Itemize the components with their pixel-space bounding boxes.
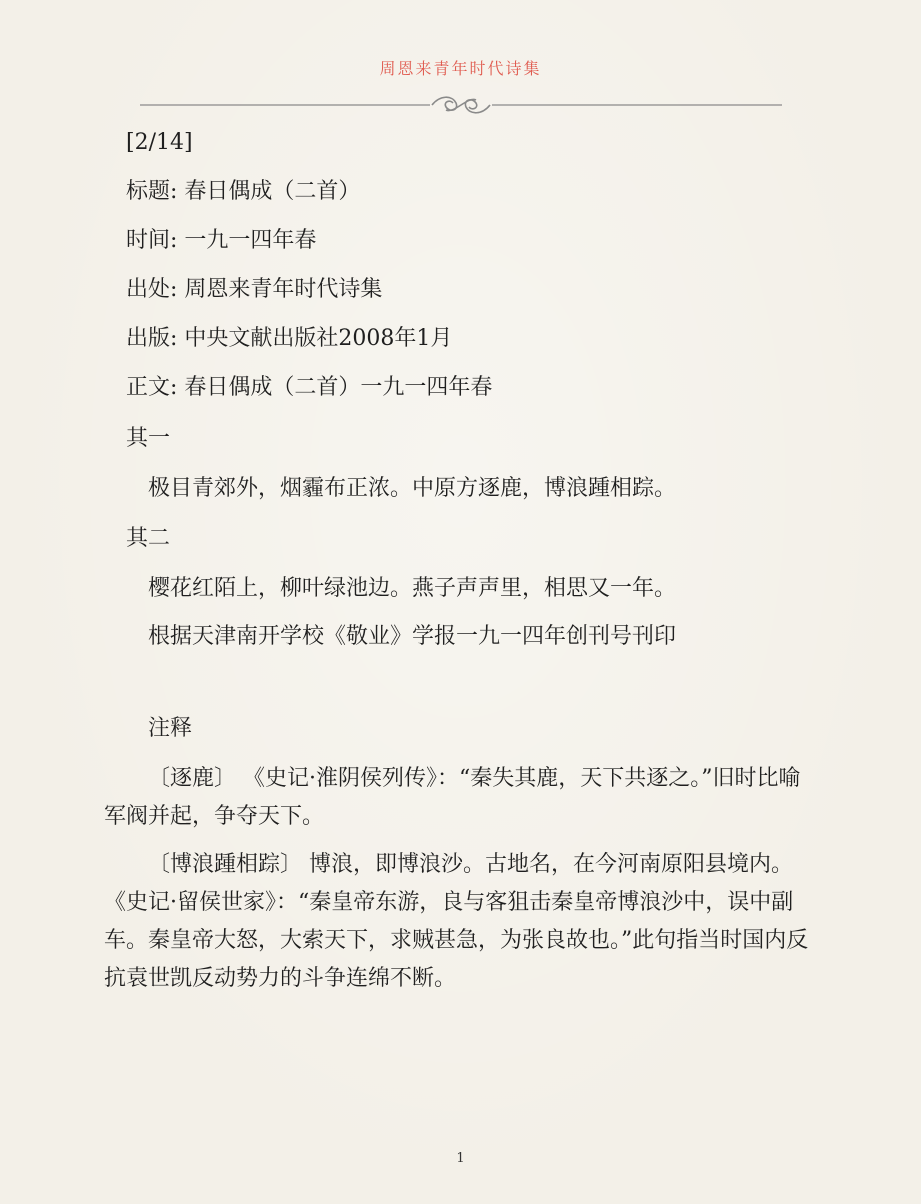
source-note: 根据天津南开学校《敬业》学报一九一四年创刊号刊印 <box>148 624 677 649</box>
publisher-line: 出版: 中央文献出版社2008年1月 <box>126 326 453 351</box>
poem1-text: 极目青郊外，烟霾布正浓。中原方逐鹿，博浪踵相踪。 <box>148 476 677 501</box>
source-line: 出处: 周恩来青年时代诗集 <box>126 277 383 302</box>
note1-line1: 〔逐鹿〕 《史记·淮阴侯列传》：“秦失其鹿，天下共逐之。”旧时比喻 <box>148 766 801 791</box>
poem1-heading: 其一 <box>126 426 171 451</box>
title-line: 标题: 春日偶成（二首） <box>126 179 361 204</box>
note1-line2: 军阀并起，争夺天下。 <box>104 804 325 829</box>
poem2-text: 樱花红陌上，柳叶绿池边。燕子声声里，相思又一年。 <box>148 576 677 601</box>
poem2-heading: 其二 <box>126 526 171 551</box>
body-line: 正文: 春日偶成（二首）一九一四年春 <box>126 375 493 400</box>
document-index: [2/14] <box>126 130 193 155</box>
scroll-flourish-icon <box>140 92 782 118</box>
header-title: 周恩来青年时代诗集 <box>379 59 542 78</box>
note2-line3: 车。秦皇帝大怒，大索天下，求贼甚急，为张良故也。”此句指当时国内反 <box>104 928 809 953</box>
note2-line2: 《史记·留侯世家》：“秦皇帝东游，良与客狙击秦皇帝博浪沙中，误中副 <box>104 890 794 915</box>
notes-heading: 注释 <box>148 716 193 741</box>
note2-line1: 〔博浪踵相踪〕 博浪，即博浪沙。古地名，在今河南原阳县境内。 <box>148 852 793 877</box>
page-number: 1 <box>456 1151 465 1166</box>
note2-line4: 抗袁世凯反动势力的斗争连绵不断。 <box>104 966 457 991</box>
time-line: 时间: 一九一四年春 <box>126 228 317 253</box>
